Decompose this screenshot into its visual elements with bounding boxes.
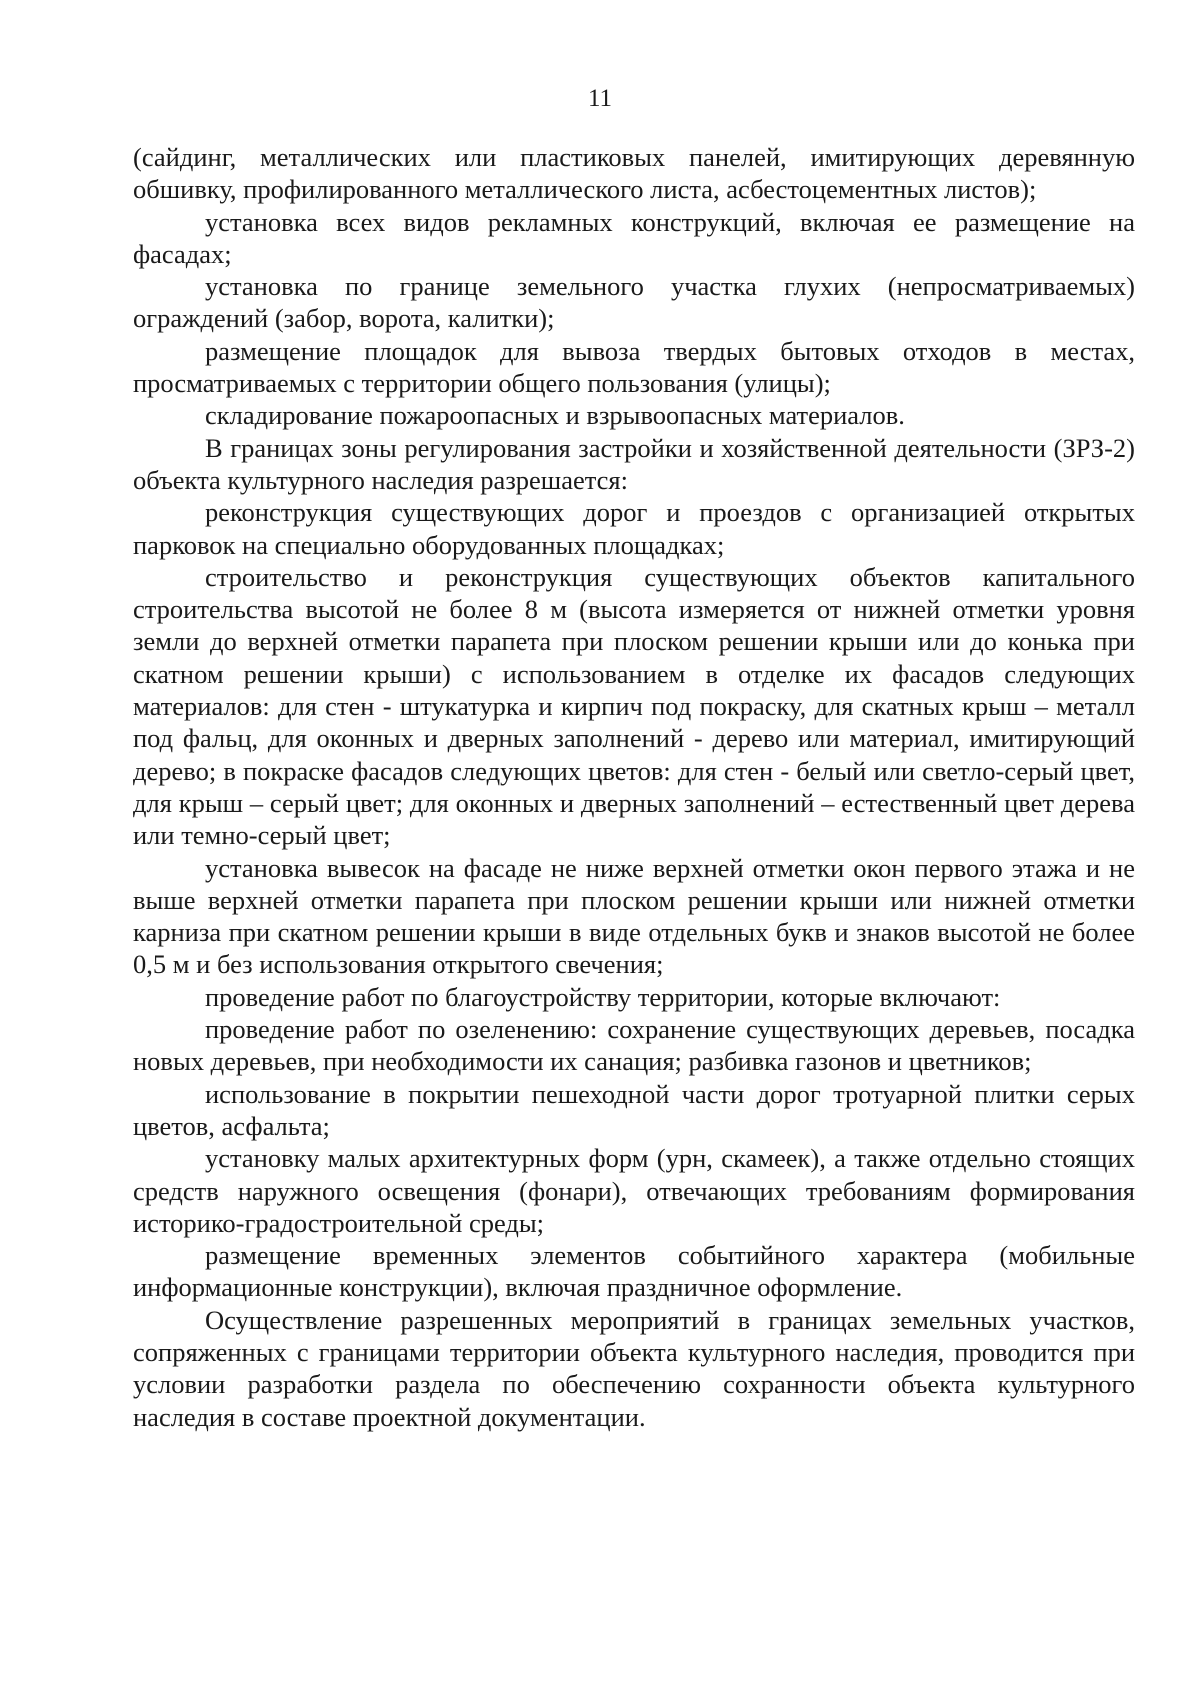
page-number: 11: [587, 85, 613, 112]
paragraph: размещение площадок для вывоза твердых бытовых отходов в местах, просматриваемых с территории общего пользования (улицы);: [133, 335, 1135, 399]
paragraph: проведение работ по благоустройству территории, которые включают:: [205, 981, 1001, 1012]
paragraph: установка по границе земельного участка глухих (непросматриваемых) ограждений (забор, ворота, калитки);: [133, 271, 1135, 334]
paragraph: установку малых архитектурных форм (урн, скамеек), а также отдельно стоящих средств наружного освещения (фонари), отвечающих требованиям формирования историко-градостроительной среды;: [133, 1143, 1135, 1238]
document-body: [133, 141, 1135, 1433]
paragraph: В границах зоны регулирования застройки и хозяйственной деятельности (ЗРЗ-2) объекта культурного наследия разрешается:: [133, 432, 1135, 495]
paragraph: Осуществление разрешенных мероприятий в границах земельных участков, сопряженных с границами территории объекта культурного наследия, проводится при условии разработки раздела по обеспечению сохранности объекта культурного наследия в составе проектной документации.: [133, 1304, 1135, 1432]
paragraph: использование в покрытии пешеходной части дорог тротуарной плитки серых цветов, асфальта;: [133, 1078, 1135, 1141]
paragraph: проведение работ по озеленению: сохранение существующих деревьев, посадка новых деревьев, при необходимости их санация; разбивка газонов и цветников;: [133, 1014, 1135, 1077]
paragraph: строительство и реконструкция существующих объектов капитального строительства высотой не более 8 м (высота измеряется от нижней отметки уровня земли до верхней отметки парапета при плоском решении крыши или до конька при скатном решении крыши) с использованием в отделке их фасадов следующих материалов: для стен - штукатурка и кирпич под покраску, для скатных крыш – металл под фальц, для оконных и дверных заполнений - дерево или материал, имитирующий дерево; в покраске фасадов следующих цветов: для стен - белый или светло-серый цвет, для крыш – серый цвет; для оконных и дверных заполнений – естественный цвет дерева или темно-серый цвет;: [133, 561, 1135, 851]
paragraph: (сайдинг, металлических или пластиковых панелей, имитирующих деревянную обшивку, профилированного металлического листа, асбестоцементных листов);: [133, 142, 1135, 205]
paragraph: размещение временных элементов событийного характера (мобильные информационные конструкции), включая праздничное оформление.: [133, 1240, 1135, 1303]
paragraph: реконструкция существующих дорог и проездов с организацией открытых парковок на специально оборудованных площадках;: [133, 497, 1135, 560]
paragraph: установка вывесок на фасаде не ниже верхней отметки окон первого этажа и не выше верхней отметки парапета при плоском решении крыши или нижней отметки карниза при скатном решении крыши в виде отдельных букв и знаков высотой не более 0,5 м и без использования открытого свечения;: [133, 852, 1135, 980]
paragraph: складирование пожароопасных и взрывоопасных материалов.: [205, 400, 905, 431]
paragraph: установка всех видов рекламных конструкций, включая ее размещение на фасадах;: [133, 206, 1135, 269]
